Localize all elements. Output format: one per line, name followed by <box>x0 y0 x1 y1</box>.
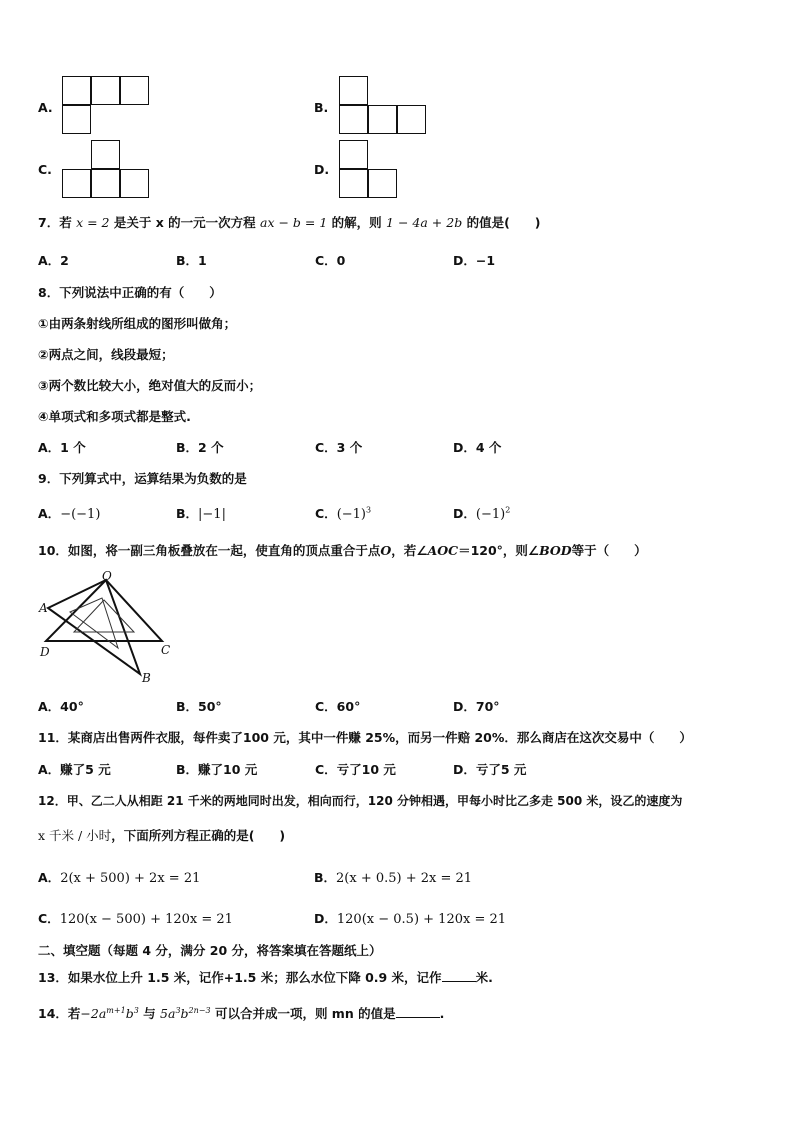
q7-stem: 7．若 x = 2 是关于 x 的一元一次方程 ax − b = 1 的解，则 1 − 4a + 2b 的值是( ) <box>38 215 541 230</box>
q11-option-a: A．赚了5 元 <box>38 762 111 777</box>
triangle-aob <box>48 580 140 674</box>
q8-option-c: C．3 个 <box>315 440 363 455</box>
q8-statement-1: ①由两条射线所组成的图形叫做角； <box>38 316 237 331</box>
q9-option-d: D．$(-1)^2$ <box>453 505 511 522</box>
q6-option-b-label: B. <box>314 100 329 115</box>
label-a: A <box>39 601 48 615</box>
q8-statement-4: ④单项式和多项式都是整式. <box>38 409 191 424</box>
q14-answer-blank[interactable] <box>396 1016 440 1018</box>
q12-option-d: D．120(x − 0.5) + 120x = 21 <box>314 911 507 927</box>
label-o: O <box>102 569 112 583</box>
q11-option-b: B．赚了10 元 <box>176 762 258 777</box>
q12-stem-line2: x 千米 / 小时，下面所列方程正确的是( ) <box>38 828 286 843</box>
q10-option-a: A．40° <box>38 699 84 714</box>
q6-option-c-label: C. <box>38 162 52 177</box>
q11-stem: 11．某商店出售两件衣服，每件卖了100 元，其中一件赚 25%，而另一件赔 20%．那么商店在这次交易中（ ） <box>38 730 692 745</box>
q10-triangle-figure <box>30 568 190 688</box>
section-heading-fill-in: 二、填空题（每题 4 分，满分 20 分，将答案填在答题纸上） <box>38 943 382 958</box>
q9-option-b: B．|−1| <box>176 506 226 522</box>
q8-statement-3: ③两个数比较大小，绝对值大的反而小； <box>38 378 262 393</box>
q8-option-a: A．1 个 <box>38 440 86 455</box>
q12-option-c: C．120(x − 500) + 120x = 21 <box>38 911 233 927</box>
q11-option-d: D．亏了5 元 <box>453 762 527 777</box>
q14-stem: 14．若$-2a^{m+1}b^3$ 与 $5a^3b^{2n-3}$ 可以合并成一项，则 mn 的值是 . <box>38 1005 445 1021</box>
q9-option-a: A．−(−1) <box>38 506 101 522</box>
q10-option-b: B．50° <box>176 699 222 714</box>
label-d: D <box>40 645 50 659</box>
q10-stem: 10．如图，将一副三角板叠放在一起，使直角的顶点重合于点O，若∠AOC＝120°，则∠BOD等于（ ） <box>38 543 647 558</box>
q6-option-a-label: A. <box>38 100 53 115</box>
label-c: C <box>161 643 171 657</box>
q7-option-c: C．0 <box>315 253 346 268</box>
q10-option-d: D．70° <box>453 699 500 714</box>
q9-stem: 9．下列算式中，运算结果为负数的是 <box>38 471 247 486</box>
label-b: B <box>142 671 151 685</box>
q12-option-b: B．2(x + 0.5) + 2x = 21 <box>314 870 473 886</box>
q6-option-d-label: D. <box>314 162 330 177</box>
q11-option-c: C．亏了10 元 <box>315 762 396 777</box>
q8-statement-2: ②两点之间，线段最短； <box>38 347 174 362</box>
q8-option-b: B．2 个 <box>176 440 224 455</box>
q8-stem: 8．下列说法中正确的有（ ） <box>38 285 222 300</box>
q9-option-c: C．$(-1)^3$ <box>315 505 372 522</box>
q7-option-a: A．2 <box>38 253 69 268</box>
q10-option-c: C．60° <box>315 699 361 714</box>
q7-option-d: D．−1 <box>453 253 496 268</box>
q12-stem-line1: 12．甲、乙二人从相距 21 千米的两地同时出发，相向而行，120 分钟相遇，甲每小时比乙多走 500 米，设乙的速度为 <box>38 794 683 808</box>
q7-option-b: B．1 <box>176 253 207 268</box>
q8-option-d: D．4 个 <box>453 440 502 455</box>
q13-stem: 13．如果水位上升 1.5 米，记作+1.5 米；那么水位下降 0.9 米，记作 米. <box>38 970 493 985</box>
q13-answer-blank[interactable] <box>442 980 476 982</box>
q12-option-a: A．2(x + 500) + 2x = 21 <box>38 870 201 886</box>
